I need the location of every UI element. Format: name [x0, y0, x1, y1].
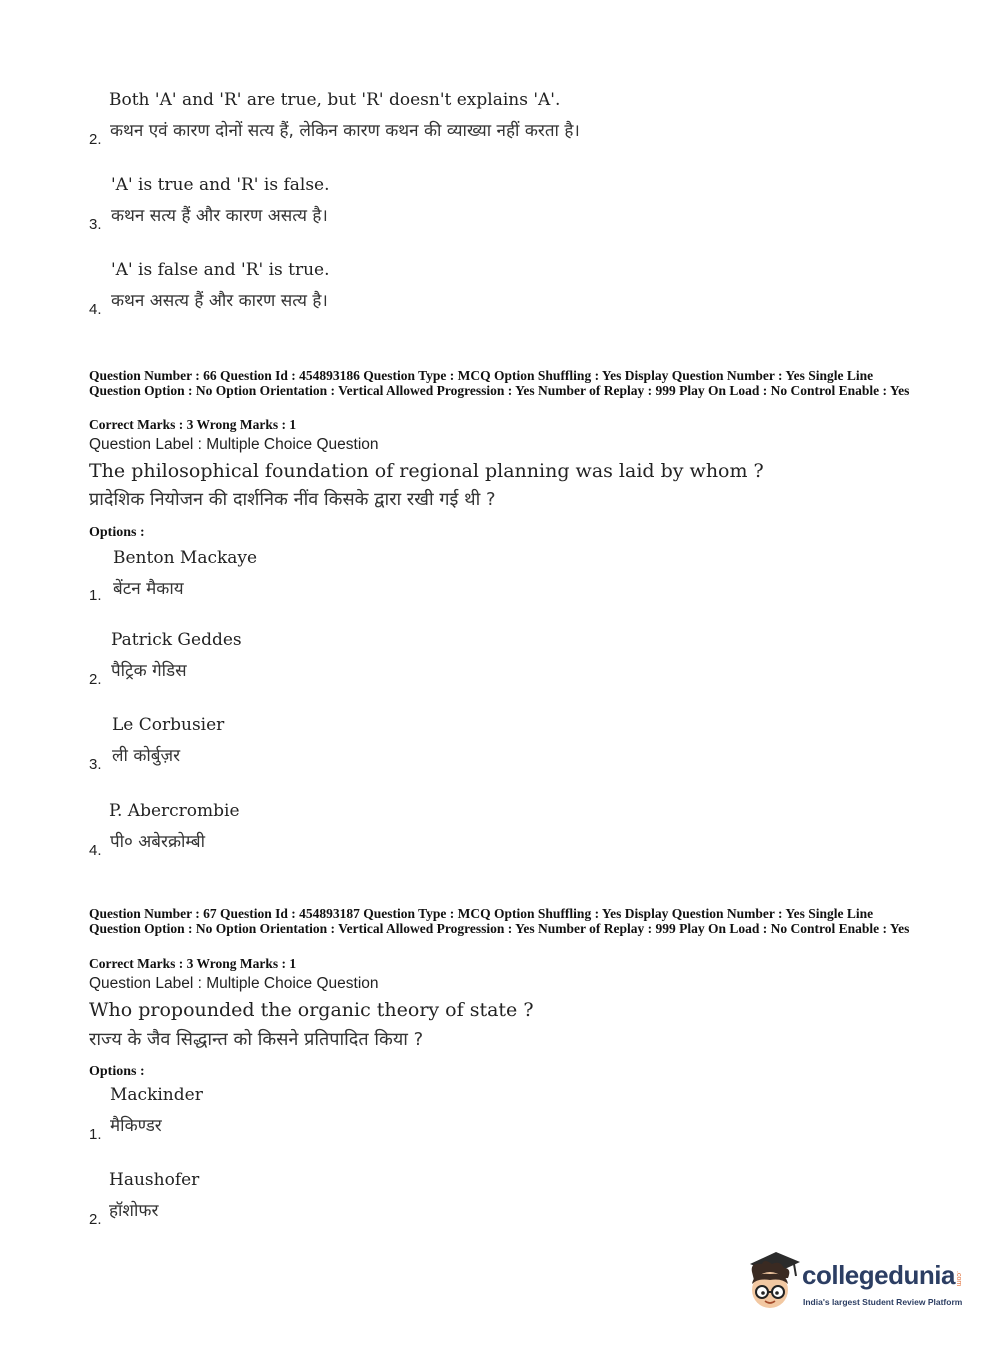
- option-text-hi: पैट्रिक गेडिस: [111, 661, 187, 681]
- option-text-hi: हॉशोफर: [109, 1201, 159, 1221]
- option-number: 2.: [89, 671, 102, 688]
- option-text-en: P. Abercrombie: [109, 801, 240, 821]
- option-text-en: Benton Mackaye: [113, 548, 258, 568]
- option-text-hi: कथन सत्य हैं और कारण असत्य है।: [111, 206, 328, 226]
- question-67-label: Question Label : Multiple Choice Question: [89, 975, 379, 992]
- question-67-text-hi: राज्य के जैव सिद्धान्त को किसने प्रतिपादित किया ?: [89, 1029, 424, 1050]
- question-67-marks: Correct Marks : 3 Wrong Marks : 1: [89, 956, 297, 971]
- option-text-en: Both 'A' and 'R' are true, but 'R' doesn't explains 'A'.: [109, 90, 561, 110]
- option-text-hi: बेंटन मैकाय: [113, 579, 184, 599]
- question-66-text-en: The philosophical foundation of regional planning was laid by whom ?: [89, 460, 764, 482]
- question-66-text-hi: प्रादेशिक नियोजन की दार्शनिक नींव किसके द्वारा रखी गई थी ?: [89, 489, 496, 510]
- option-text-hi: कथन असत्य हैं और कारण सत्य है।: [111, 291, 328, 311]
- question-67-options-label: Options :: [89, 1064, 145, 1079]
- option-number: 3.: [89, 756, 102, 773]
- option-number: 4.: [89, 842, 102, 859]
- option-text-hi: ली कोर्बुज़र: [112, 746, 181, 766]
- option-text-en: Mackinder: [110, 1085, 203, 1105]
- mascot-icon: [742, 1250, 802, 1314]
- option-text-en: 'A' is false and 'R' is true.: [111, 260, 330, 280]
- question-67-text-en: Who propounded the organic theory of state ?: [89, 999, 534, 1021]
- question-66-options-label: Options :: [89, 525, 145, 540]
- option-text-en: Le Corbusier: [112, 715, 225, 735]
- logo-dotcom: .com: [955, 1271, 962, 1287]
- option-number: 3.: [89, 216, 102, 233]
- option-number: 2.: [89, 1211, 102, 1228]
- question-66-marks: Correct Marks : 3 Wrong Marks : 1: [89, 417, 297, 432]
- logo-wordmark: collegedunia: [802, 1260, 955, 1290]
- logo-tagline: India's largest Student Review Platform: [803, 1297, 963, 1307]
- option-number: 4.: [89, 301, 102, 318]
- option-text-en: 'A' is true and 'R' is false.: [111, 175, 330, 195]
- collegedunia-logo[interactable]: [742, 1250, 972, 1314]
- option-text-hi: कथन एवं कारण दोनों सत्य हैं, लेकिन कारण कथन की व्याख्या नहीं करता है।: [110, 121, 580, 141]
- option-text-hi: पी० अबेरक्रोम्बी: [110, 832, 206, 852]
- question-67-meta: Question Number : 67 Question Id : 454893187 Question Type : MCQ Option Shuffling : Yes Display Question Number : Yes Single Line Question Option : No Option Orientation : Vertical Allowed Progression : Yes Number of Replay : 999 Play On Load : No Control Enable : Yes: [89, 906, 910, 936]
- option-text-hi: मैकिण्डर: [110, 1116, 162, 1136]
- option-number: 1.: [89, 587, 102, 604]
- option-text-en: Haushofer: [109, 1170, 200, 1190]
- question-66-meta: Question Number : 66 Question Id : 454893186 Question Type : MCQ Option Shuffling : Yes Display Question Number : Yes Single Line Question Option : No Option Orientation : Vertical Allowed Progression : Yes Number of Replay : 999 Play On Load : No Control Enable : Yes: [89, 368, 910, 398]
- option-number: 1.: [89, 1126, 102, 1143]
- option-number: 2.: [89, 131, 102, 148]
- option-text-en: Patrick Geddes: [111, 630, 242, 650]
- question-66-label: Question Label : Multiple Choice Question: [89, 436, 379, 453]
